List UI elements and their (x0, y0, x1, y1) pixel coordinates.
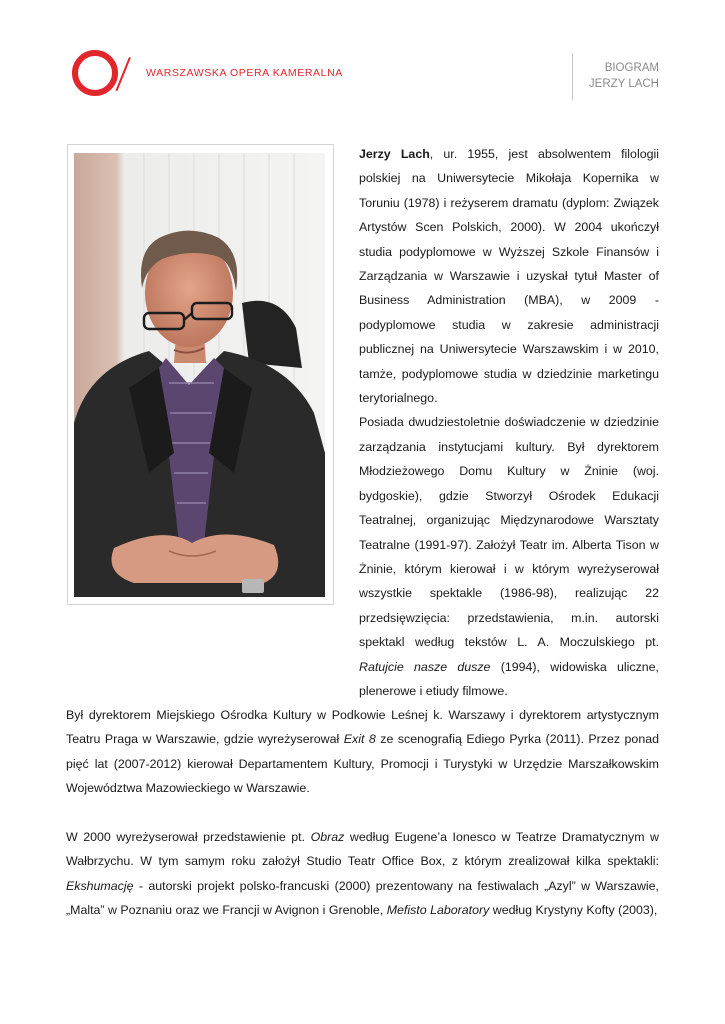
bio-paragraph-education: Jerzy Lach, ur. 1955, jest absolwentem filologii polskiej na Uniwersytecie Mikołaja Kopernika w Toruniu (1978) i reżyserem dramatu (dyplom: Związek Artystów Scen Polskich, 2000). W 2004 ukończył studia podyplomowe w Wyższej Szkole Finansów i Zarządzania w Warszawie i uzyskał tytuł Master of Business Administration (MBA), w 2009 - podyplomowe studia w zakresie administracji publicznej na Uniwersytecie Warszawskim i w 2010, tamże, podyplomowe studia w dziedzinie marketingu terytorialnego. (359, 147, 659, 406)
bio-paragraph-directorship: Był dyrektorem Miejskiego Ośrodka Kultury w Podkowie Leśnej k. Warszawy i dyrektorem artystycznym Teatru Praga w Warszawie, gdzie wyreżyserował Exit 8 ze scenografią Ediego Pyrka (2011). Przez ponad pięć lat (2007-2012) kierował Departamentem Kultury, Promocji i Turystyki w Urzędzie Marszałkowskim Województwa Mazowieckiego w Warszawie. (66, 708, 659, 796)
portrait-photo (74, 153, 325, 597)
header-meta (589, 60, 659, 92)
portrait-frame (67, 144, 334, 605)
org-name: WARSZAWSKA OPERA KAMERALNA (146, 67, 343, 79)
bio-name: Jerzy Lach (359, 147, 430, 161)
work-title: Ekshumację (66, 878, 134, 893)
person-name: JERZY LACH (588, 78, 659, 90)
doc-type: BIOGRAM (604, 62, 659, 74)
header-divider (572, 53, 573, 100)
work-title: Exit 8 (343, 732, 376, 747)
bio-paragraph-productions: W 2000 wyreżyserował przedstawienie pt. Obraz według Eugene’a Ionesco w Teatrze Dramatycznym w Wałbrzychu. W tym samym roku założył Studio Teatr Office Box, z którym zrealizował kilka spektakli: Ekshumację - autorski projekt polsko-francuski (2000) prezentowany na festiwalach „Azyl” w Warszawie, „Malta” w Poznaniu oraz we Francji w Avignon i Grenoble, Mefisto Laboratory według Krystyny Kofty (2003), (66, 830, 659, 918)
logo-ring-icon (72, 50, 118, 96)
bio-column (359, 142, 659, 703)
work-title: Ratujcie nasze dusze (359, 659, 491, 674)
work-title: Mefisto Laboratory (386, 903, 490, 918)
bio-paragraph-management: Posiada dwudziestoletnie doświadczenie w dziedzinie zarządzania instytucjami kultury. Był dyrektorem Młodzieżowego Domu Kultury w Żninie (woj. bydgoskie), gdzie Stworzył Ośrodek Edukacji Teatralnej, organizując Międzynarodowe Warsztaty Teatralne (1991-97). Założył Teatr im. Alberta Tison w Żninie, którym kierował i w którym wyreżyserował wszystkie spektakle (1986-98), realizując 22 przedsięwzięcia: przedstawienia, m.in. autorski spektakl według tekstów L. A. Moczulskiego pt. Ratujcie nasze dusze (1994), widowiska uliczne, plenerowe i etiudy filmowe. (359, 415, 659, 698)
work-title: Obraz (310, 830, 345, 844)
